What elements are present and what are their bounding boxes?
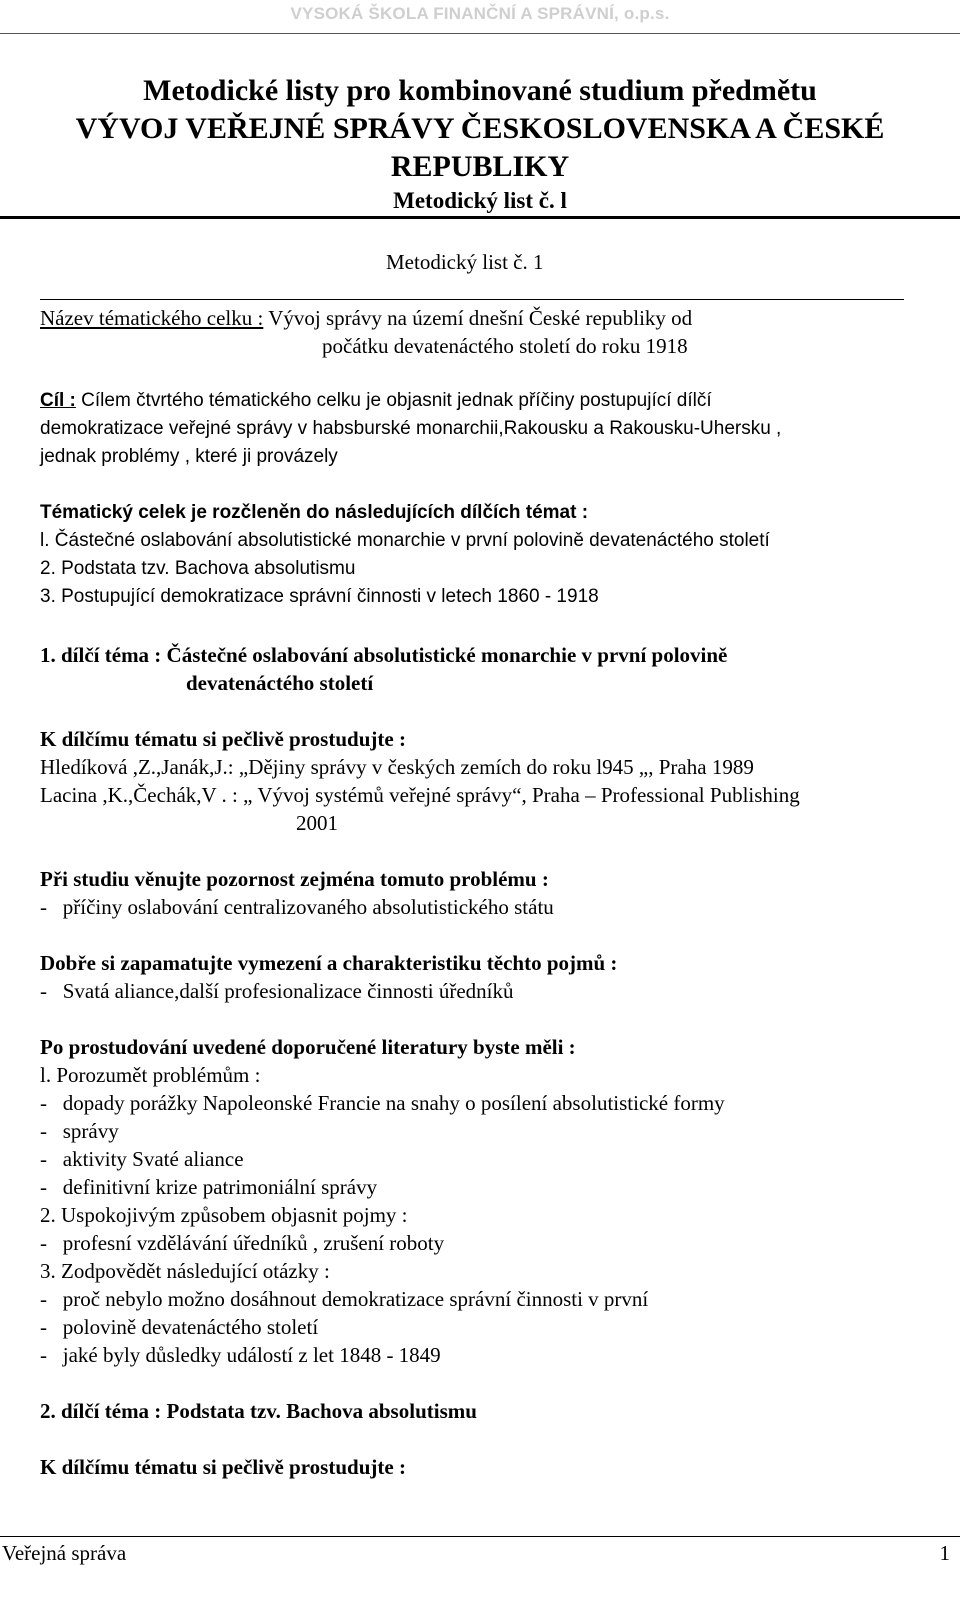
outcome-line: - definitivní krize patrimoniální správy xyxy=(40,1175,378,1199)
sheet-divider xyxy=(40,299,904,300)
header-divider xyxy=(0,33,960,34)
remember-item: - Svatá aliance,další profesionalizace činnosti úředníků xyxy=(40,979,514,1003)
outcome-line: 2. Uspokojivým způsobem objasnit pojmy : xyxy=(40,1203,408,1227)
goal-text-line1: Cílem čtvrtého tématického celku je objasnit jednak příčiny postupující dílčí xyxy=(75,390,712,411)
outcome-line: 3. Zodpovědět následující otázky : xyxy=(40,1259,330,1283)
outcome-line: - jaké byly důsledky událostí z let 1848 - 1849 xyxy=(40,1343,441,1367)
subtopic1-heading-line2: devatenáctého století xyxy=(186,671,374,695)
document-subtitle: Metodický list č. l xyxy=(393,188,567,213)
topic-list-item: 3. Postupující demokratizace správní činnosti v letech 1860 - 1918 xyxy=(40,586,599,607)
topic-row xyxy=(40,304,692,332)
literature-year: 2001 xyxy=(296,811,338,835)
goal-text-line2: demokratizace veřejné správy v habsburské monarchii,Rakousku a Rakousku-Uhersku , xyxy=(40,418,782,439)
document-title-line1: Metodické listy pro kombinované studium předmětu xyxy=(143,74,817,107)
outcome-line: - profesní vzdělávání úředníků , zrušení roboty xyxy=(40,1231,445,1255)
topic-label: Název tématického celku : xyxy=(40,306,264,330)
study-heading: K dílčímu tématu si pečlivě prostudujte : xyxy=(40,727,406,751)
footer-label: Veřejná správa xyxy=(2,1541,127,1565)
literature-item: Lacina ,K.,Čechák,V . : „ Vývoj systémů veřejné správy“, Praha – Professional Publishing xyxy=(40,783,800,807)
outcome-line: - dopady porážky Napoleonské Francie na snahy o posílení absolutistické formy xyxy=(40,1091,725,1115)
literature-item: Hledíková ,Z.,Janák,J.: „Dějiny správy v českých zemích do roku l945 „, Praha 1989 xyxy=(40,755,754,779)
goal-row xyxy=(40,390,712,412)
document-title-line3: REPUBLIKY xyxy=(390,150,570,183)
topic-list-item: l. Částečné oslabování absolutistické monarchie v první polovině devatenáctého století xyxy=(40,530,770,551)
subtopic1-heading-line1: 1. dílčí téma : Částečné oslabování absolutistické monarchie v první polovině xyxy=(40,643,728,667)
topic-name-line2: počátku devatenáctého století do roku 1918 xyxy=(322,334,688,358)
subtopic2-heading: 2. dílčí téma : Podstata tzv. Bachova absolutismu xyxy=(40,1399,477,1423)
goal-text-line3: jednak problémy , které ji provázely xyxy=(40,446,338,467)
outcome-line: - polovině devatenáctého století xyxy=(40,1315,319,1339)
remember-heading: Dobře si zapamatujte vymezení a charakteristiku těchto pojmů : xyxy=(40,951,618,975)
outcome-line: - proč nebylo možno dosáhnout demokratizace správní činnosti v první xyxy=(40,1287,649,1311)
sheet-heading: Metodický list č. 1 xyxy=(386,250,544,274)
attention-heading: Při studiu věnujte pozornost zejména tomuto problému : xyxy=(40,867,549,891)
subtopic2-study-heading: K dílčímu tématu si pečlivě prostudujte : xyxy=(40,1455,406,1479)
document-title-line2: VÝVOJ VEŘEJNÉ SPRÁVY ČESKOSLOVENSKA A ČESKÉ xyxy=(75,112,885,145)
attention-item: - příčiny oslabování centralizovaného absolutistického státu xyxy=(40,895,554,919)
footer-divider xyxy=(0,1536,960,1537)
outcome-line: - správy xyxy=(40,1119,119,1143)
goal-label: Cíl : xyxy=(40,390,76,411)
outcome-line: l. Porozumět problémům : xyxy=(40,1063,261,1087)
outcomes-heading: Po prostudování uvedené doporučené literatury byste měli : xyxy=(40,1035,576,1059)
title-divider xyxy=(0,216,960,219)
division-heading: Tématický celek je rozčleněn do následujících dílčích témat : xyxy=(40,502,589,523)
school-header: VYSOKÁ ŠKOLA FINANČNÍ A SPRÁVNÍ, o.p.s. xyxy=(290,4,670,23)
outcome-line: - aktivity Svaté aliance xyxy=(40,1147,244,1171)
topic-name-line1: Vývoj správy na území dnešní České republiky od xyxy=(268,306,693,330)
topic-list-item: 2. Podstata tzv. Bachova absolutismu xyxy=(40,558,356,579)
page-number: 1 xyxy=(939,1541,950,1565)
